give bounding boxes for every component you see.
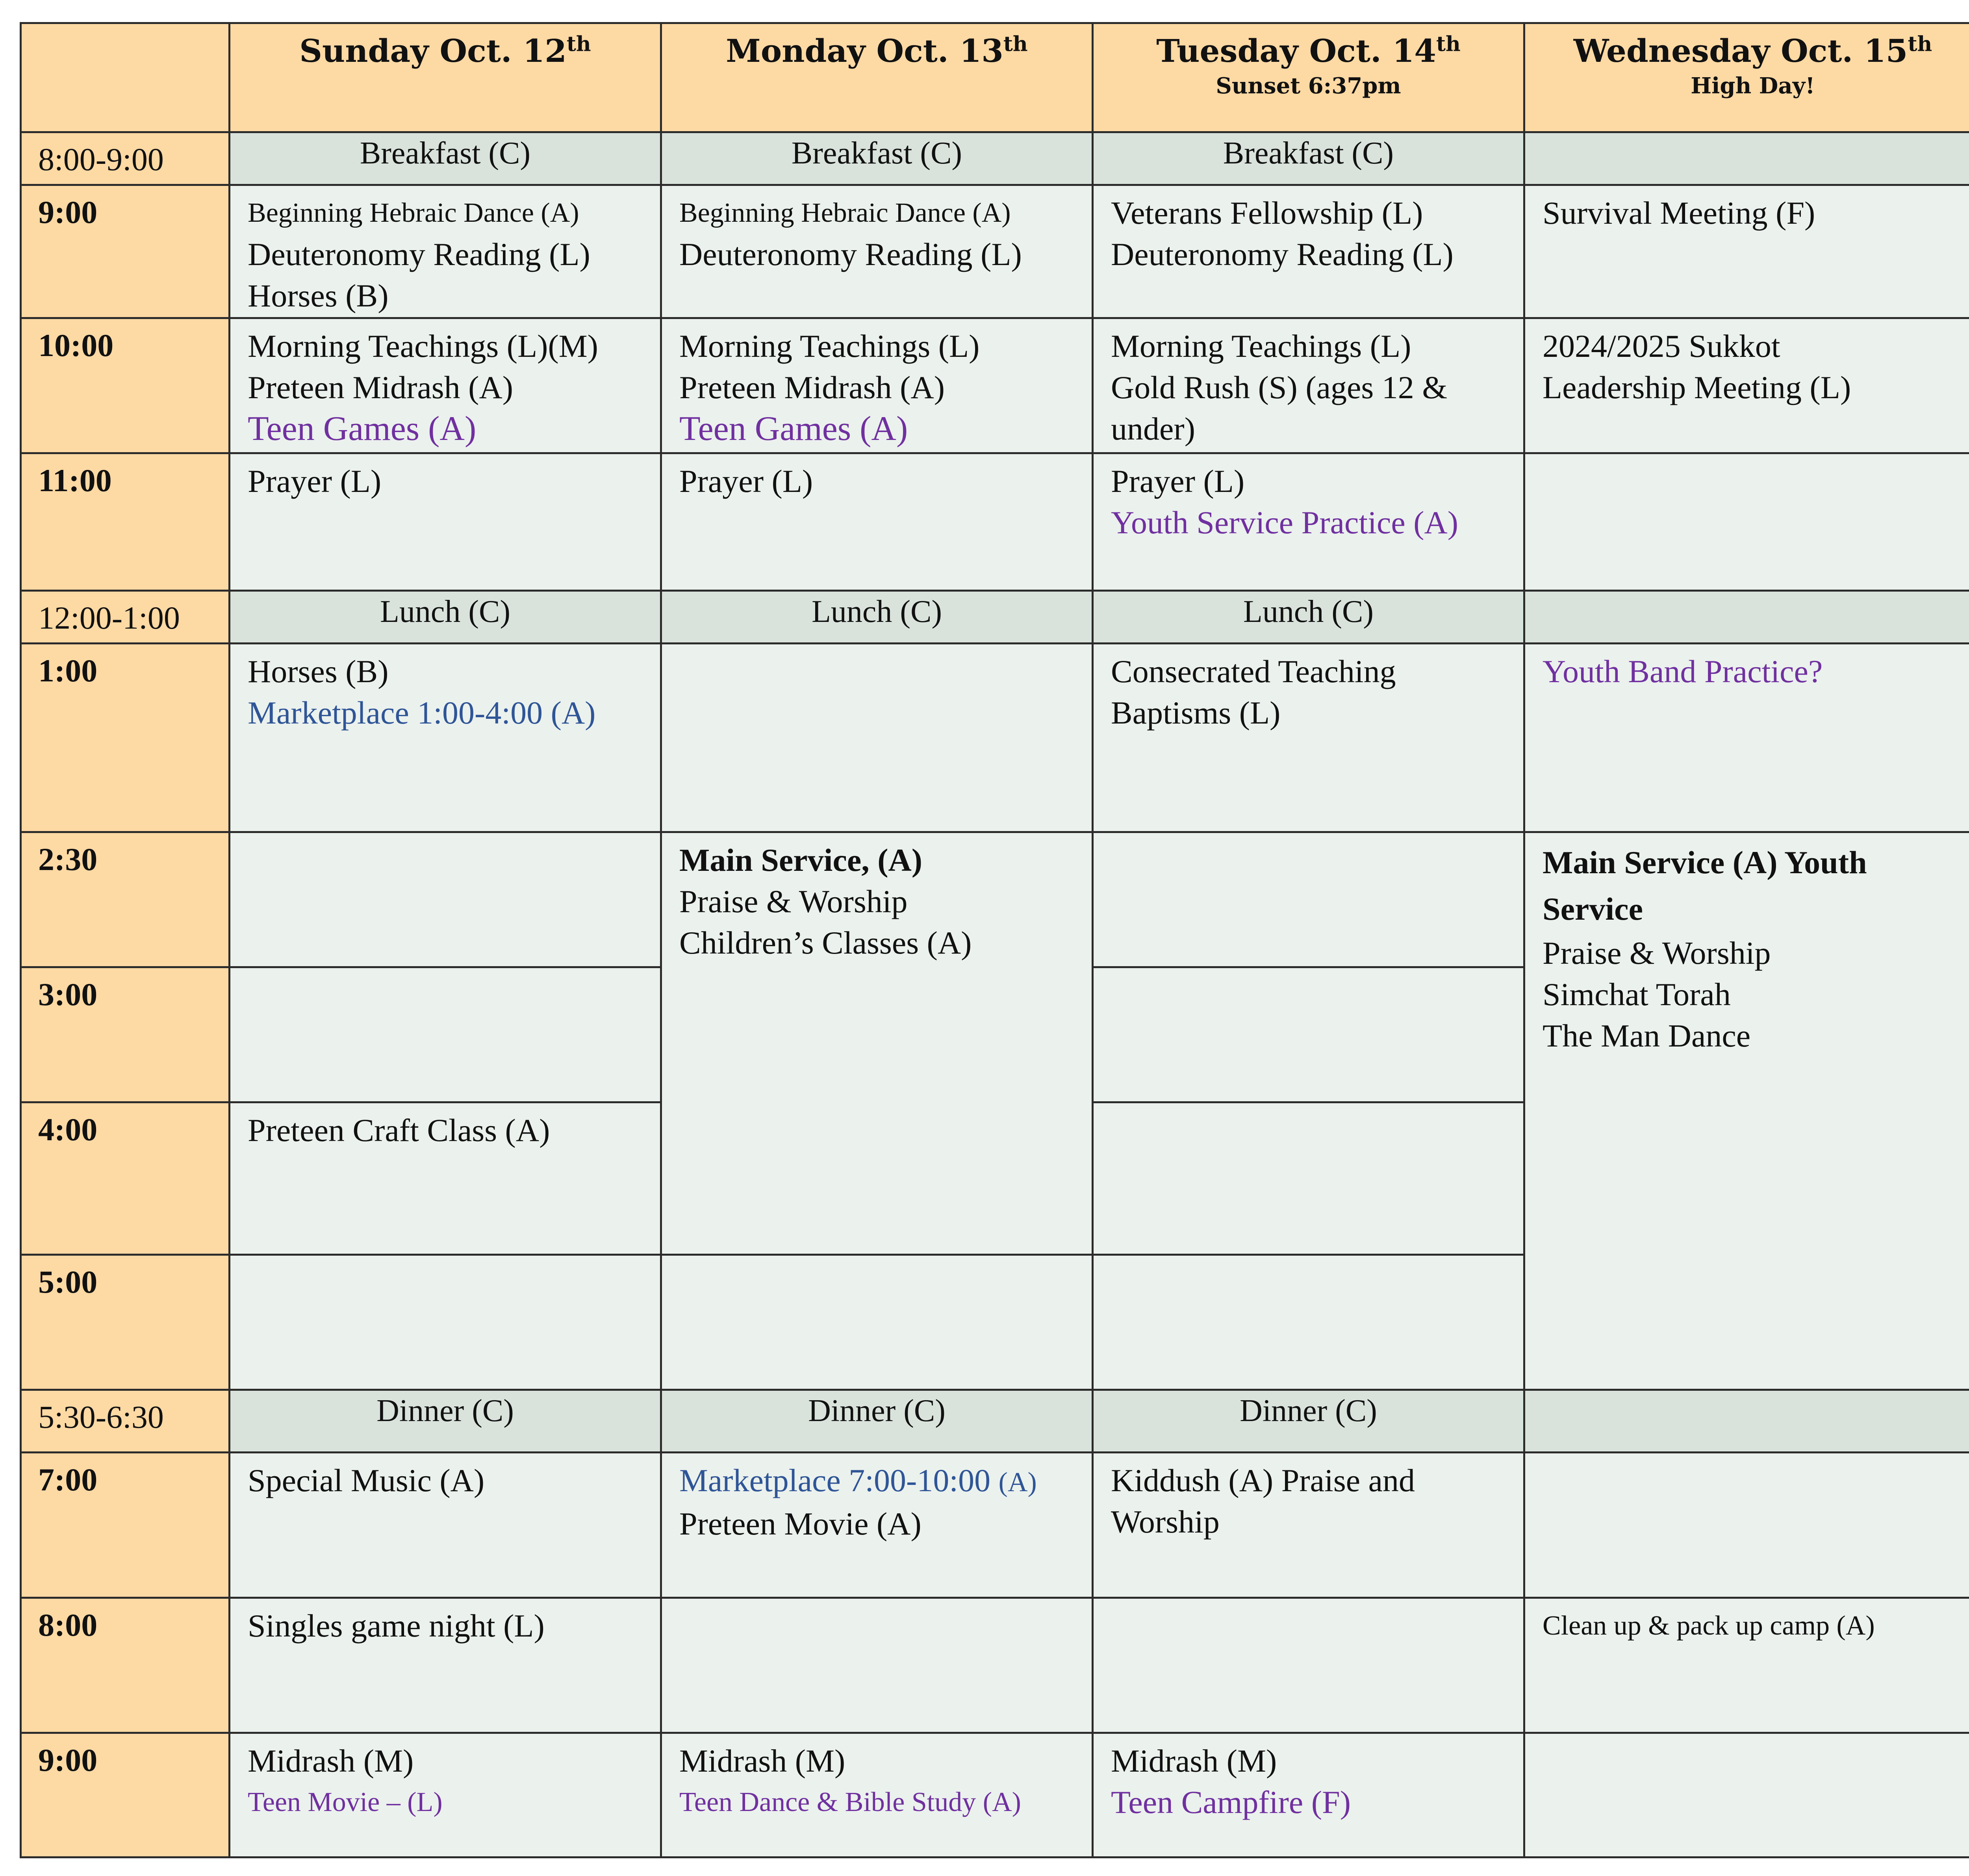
sunday-9pm bbox=[228, 1732, 662, 1858]
event: Deuteronomy Reading (L) bbox=[248, 236, 590, 272]
time-11am: 11:00 bbox=[20, 452, 230, 592]
tuesday-7pm bbox=[1092, 1451, 1525, 1599]
tuesday-11am bbox=[1092, 452, 1525, 592]
wednesday-main-service bbox=[1523, 831, 1969, 1391]
event: under) bbox=[1111, 411, 1196, 447]
event: Preteen Midrash (A) bbox=[679, 369, 945, 405]
time-5pm: 5:00 bbox=[20, 1254, 230, 1391]
event: Teen Games (A) bbox=[679, 410, 908, 448]
wednesday-8pm bbox=[1523, 1597, 1969, 1734]
time-dinner: 5:30-6:30 bbox=[20, 1389, 230, 1453]
high-day-note: High Day! bbox=[1691, 73, 1815, 99]
meal-cell-empty bbox=[1523, 590, 1969, 644]
sunday-230pm bbox=[228, 831, 662, 968]
event: Survival Meeting (F) bbox=[1543, 195, 1815, 231]
header-sunday: Sunday Oct. 12th bbox=[228, 22, 662, 133]
event: Worship bbox=[1111, 1504, 1220, 1540]
sunday-1pm bbox=[228, 642, 662, 833]
event: Special Music (A) bbox=[248, 1462, 485, 1498]
time-9am: 9:00 bbox=[20, 184, 230, 319]
sunday-7pm bbox=[228, 1451, 662, 1599]
meal-cell: Breakfast (C) bbox=[228, 131, 662, 186]
header-wednesday: Wednesday Oct. 15th High Day! bbox=[1523, 22, 1969, 133]
event: Marketplace 1:00-4:00 (A) bbox=[248, 695, 596, 731]
event: Veterans Fellowship (L) bbox=[1111, 195, 1423, 231]
event: Gold Rush (S) (ages 12 & bbox=[1111, 369, 1448, 405]
monday-8pm bbox=[660, 1597, 1094, 1734]
time-8pm: 8:00 bbox=[20, 1597, 230, 1734]
event: Midrash (M) bbox=[1111, 1743, 1277, 1779]
event: Marketplace 7:00-10:00 bbox=[679, 1462, 991, 1498]
event: Midrash (M) bbox=[248, 1743, 414, 1779]
header-corner bbox=[20, 22, 230, 133]
event: Simchat Torah bbox=[1543, 976, 1731, 1012]
day-name: Sunday Oct. 12 bbox=[299, 32, 567, 69]
wednesday-1pm bbox=[1523, 642, 1969, 833]
event: Preteen Movie (A) bbox=[679, 1506, 921, 1542]
event: Deuteronomy Reading (L) bbox=[679, 236, 1022, 272]
event: Horses (B) bbox=[248, 653, 389, 689]
monday-11am bbox=[660, 452, 1094, 592]
tuesday-10am bbox=[1092, 317, 1525, 454]
event: Praise & Worship bbox=[679, 883, 908, 919]
event: Main Service (A) Youth bbox=[1543, 844, 1867, 880]
event: 2024/2025 Sukkot bbox=[1543, 328, 1780, 364]
time-breakfast: 8:00-9:00 bbox=[20, 131, 230, 186]
time-lunch: 12:00-1:00 bbox=[20, 590, 230, 644]
monday-10am bbox=[660, 317, 1094, 454]
time-9pm: 9:00 bbox=[20, 1732, 230, 1858]
event: Midrash (M) bbox=[679, 1743, 845, 1779]
sunday-5pm bbox=[228, 1254, 662, 1391]
event: Main Service, (A) bbox=[679, 842, 923, 878]
time-230pm: 2:30 bbox=[20, 831, 230, 968]
event: Consecrated Teaching bbox=[1111, 653, 1396, 689]
event: Preteen Midrash (A) bbox=[248, 369, 514, 405]
tuesday-4pm bbox=[1092, 1101, 1525, 1256]
event: Morning Teachings (L) bbox=[1111, 328, 1411, 364]
event: Children’s Classes (A) bbox=[679, 925, 972, 961]
wednesday-9am bbox=[1523, 184, 1969, 319]
monday-1pm bbox=[660, 642, 1094, 833]
time-7pm: 7:00 bbox=[20, 1451, 230, 1599]
event: Baptisms (L) bbox=[1111, 695, 1281, 731]
sunday-11am bbox=[228, 452, 662, 592]
meal-cell: Dinner (C) bbox=[1092, 1389, 1525, 1453]
sunday-9am bbox=[228, 184, 662, 319]
header-monday: Monday Oct. 13th bbox=[660, 22, 1094, 133]
sunday-3pm bbox=[228, 966, 662, 1103]
event: Youth Band Practice? bbox=[1543, 653, 1823, 689]
meal-cell: Lunch (C) bbox=[228, 590, 662, 644]
event: Morning Teachings (L)(M) bbox=[248, 328, 598, 364]
time-4pm: 4:00 bbox=[20, 1101, 230, 1256]
event: Morning Teachings (L) bbox=[679, 328, 980, 364]
sunday-4pm bbox=[228, 1101, 662, 1256]
event: Preteen Craft Class (A) bbox=[248, 1112, 550, 1148]
sunset-note: Sunset 6:37pm bbox=[1216, 73, 1401, 99]
event: Prayer (L) bbox=[679, 463, 813, 499]
event: Clean up & pack up camp (A) bbox=[1543, 1611, 1875, 1641]
event: Beginning Hebraic Dance (A) bbox=[248, 198, 579, 228]
event: Prayer (L) bbox=[248, 463, 382, 499]
tuesday-5pm bbox=[1092, 1254, 1525, 1391]
tuesday-8pm bbox=[1092, 1597, 1525, 1734]
tuesday-1pm bbox=[1092, 642, 1525, 833]
monday-7pm bbox=[660, 1451, 1094, 1599]
tuesday-3pm bbox=[1092, 966, 1525, 1103]
header-tuesday: Tuesday Oct. 14th Sunset 6:37pm bbox=[1092, 22, 1525, 133]
event: Youth Service Practice (A) bbox=[1111, 505, 1459, 540]
day-name: Monday Oct. 13 bbox=[726, 32, 1003, 69]
monday-main-service bbox=[660, 831, 1094, 1256]
sunday-10am bbox=[228, 317, 662, 454]
meal-cell: Breakfast (C) bbox=[660, 131, 1094, 186]
day-name: Wednesday Oct. 15 bbox=[1573, 32, 1908, 69]
tuesday-9pm bbox=[1092, 1732, 1525, 1858]
tuesday-9am bbox=[1092, 184, 1525, 319]
meal-cell: Lunch (C) bbox=[1092, 590, 1525, 644]
sunday-8pm bbox=[228, 1597, 662, 1734]
event: The Man Dance bbox=[1543, 1018, 1751, 1054]
event-location: (A) bbox=[998, 1467, 1037, 1497]
meal-cell-empty bbox=[1523, 1389, 1969, 1453]
event: Leadership Meeting (L) bbox=[1543, 369, 1851, 405]
event: Service bbox=[1543, 891, 1643, 927]
meal-cell: Breakfast (C) bbox=[1092, 131, 1525, 186]
event: Singles game night (L) bbox=[248, 1608, 545, 1644]
monday-9am bbox=[660, 184, 1094, 319]
wednesday-11am bbox=[1523, 452, 1969, 592]
wednesday-9pm bbox=[1523, 1732, 1969, 1858]
event: Praise & Worship bbox=[1543, 935, 1771, 971]
event: Horses (B) bbox=[248, 278, 389, 314]
day-name: Tuesday Oct. 14 bbox=[1156, 32, 1436, 69]
tuesday-230pm bbox=[1092, 831, 1525, 968]
event: Teen Movie – (L) bbox=[248, 1787, 443, 1817]
event: Prayer (L) bbox=[1111, 463, 1245, 499]
wednesday-10am bbox=[1523, 317, 1969, 454]
event: Teen Games (A) bbox=[248, 410, 476, 448]
meal-cell: Dinner (C) bbox=[660, 1389, 1094, 1453]
time-3pm: 3:00 bbox=[20, 966, 230, 1103]
meal-cell: Dinner (C) bbox=[228, 1389, 662, 1453]
monday-5pm bbox=[660, 1254, 1094, 1391]
meal-cell-empty bbox=[1523, 131, 1969, 186]
event: Teen Dance & Bible Study (A) bbox=[679, 1787, 1021, 1817]
monday-9pm bbox=[660, 1732, 1094, 1858]
event: Kiddush (A) Praise and bbox=[1111, 1462, 1415, 1498]
time-10am: 10:00 bbox=[20, 317, 230, 454]
event: Deuteronomy Reading (L) bbox=[1111, 236, 1454, 272]
event: Beginning Hebraic Dance (A) bbox=[679, 198, 1011, 228]
event: Teen Campfire (F) bbox=[1111, 1784, 1351, 1820]
time-1pm: 1:00 bbox=[20, 642, 230, 833]
wednesday-7pm bbox=[1523, 1451, 1969, 1599]
meal-cell: Lunch (C) bbox=[660, 590, 1094, 644]
